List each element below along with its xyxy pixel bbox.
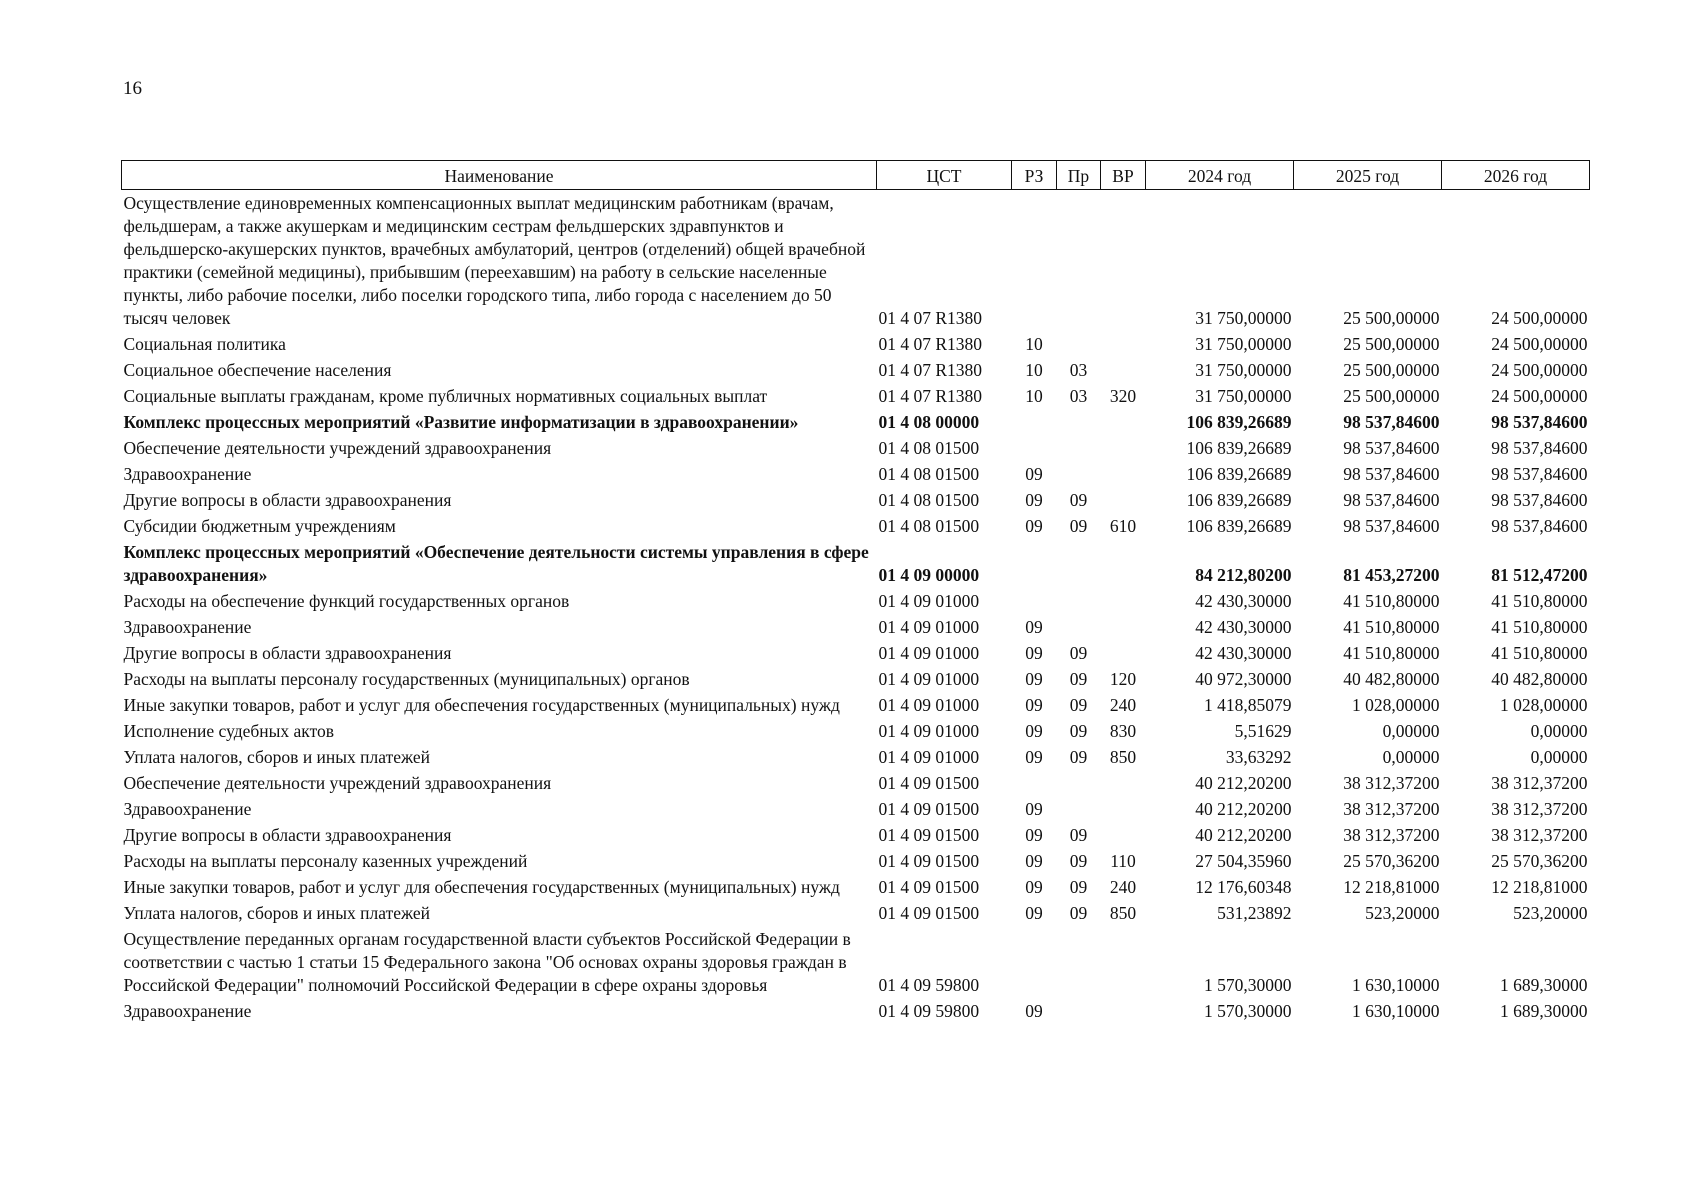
cell-vr bbox=[1101, 539, 1146, 588]
cell-pr bbox=[1057, 435, 1101, 461]
cell-vr bbox=[1101, 435, 1146, 461]
cell-pr: 09 bbox=[1069, 825, 1088, 845]
cell-2026: 1 689,30000 bbox=[1500, 1001, 1588, 1021]
cell-cst: 01 4 09 01500 bbox=[878, 851, 980, 871]
cell-2026: 41 510,80000 bbox=[1491, 643, 1588, 663]
cell-name: Другие вопросы в области здравоохранения bbox=[123, 490, 452, 510]
cell-vr: 110 bbox=[1110, 851, 1136, 871]
cell-cst: 01 4 09 01000 bbox=[878, 591, 980, 611]
cell-2024: 1 570,30000 bbox=[1204, 1001, 1292, 1021]
table-row bbox=[122, 190, 1590, 332]
cell-vr bbox=[1101, 190, 1146, 332]
cell-2024: 31 750,00000 bbox=[1195, 360, 1292, 380]
cell-rz: 09 bbox=[1025, 1001, 1043, 1021]
cell-cst: 01 4 08 00000 bbox=[878, 412, 980, 432]
table-row bbox=[122, 539, 1590, 588]
cell-2025: 1 630,10000 bbox=[1352, 1001, 1440, 1021]
cell-rz: 09 bbox=[1025, 695, 1043, 715]
cell-2024: 12 176,60348 bbox=[1195, 877, 1292, 897]
cell-2025: 25 500,00000 bbox=[1343, 334, 1440, 354]
cell-cst: 01 4 09 01000 bbox=[878, 669, 980, 689]
cell-vr bbox=[1101, 822, 1146, 848]
cell-pr: 09 bbox=[1069, 490, 1088, 510]
cell-pr: 09 bbox=[1069, 516, 1088, 536]
cell-vr bbox=[1101, 998, 1146, 1024]
cell-2025: 41 510,80000 bbox=[1343, 617, 1440, 637]
table-row bbox=[122, 822, 1590, 848]
table-row bbox=[122, 796, 1590, 822]
cell-name: Субсидии бюджетным учреждениям bbox=[123, 516, 396, 536]
cell-rz: 09 bbox=[1025, 643, 1043, 663]
cell-rz: 09 bbox=[1025, 464, 1043, 484]
cell-vr bbox=[1101, 796, 1146, 822]
cell-pr bbox=[1057, 409, 1101, 435]
cell-name: Обеспечение деятельности учреждений здравоохранения bbox=[123, 438, 552, 458]
cell-2024: 31 750,00000 bbox=[1195, 334, 1292, 354]
header-name: Наименование bbox=[122, 161, 877, 190]
cell-cst: 01 4 09 01500 bbox=[878, 825, 980, 845]
cell-rz: 09 bbox=[1025, 903, 1043, 923]
cell-pr bbox=[1057, 796, 1101, 822]
cell-pr: 09 bbox=[1069, 877, 1088, 897]
cell-pr bbox=[1057, 614, 1101, 640]
table-body bbox=[122, 190, 1590, 1025]
table-row bbox=[122, 848, 1590, 874]
cell-2025: 25 500,00000 bbox=[1343, 360, 1440, 380]
cell-cst: 01 4 09 59800 bbox=[878, 1001, 980, 1021]
cell-2025: 98 537,84600 bbox=[1343, 490, 1440, 510]
cell-2024: 40 212,20200 bbox=[1195, 799, 1292, 819]
cell-cst: 01 4 08 01500 bbox=[878, 516, 980, 536]
table-row bbox=[122, 331, 1590, 357]
cell-cst: 01 4 08 01500 bbox=[878, 438, 980, 458]
table-row bbox=[122, 874, 1590, 900]
header-rz: РЗ bbox=[1012, 161, 1057, 190]
header-2024: 2024 год bbox=[1146, 161, 1294, 190]
cell-rz: 09 bbox=[1025, 851, 1043, 871]
cell-name: Расходы на выплаты персоналу государственных (муниципальных) органов bbox=[123, 669, 690, 689]
cell-name: Комплекс процессных мероприятий «Развитие информатизации в здравоохранении» bbox=[123, 412, 799, 432]
table-row bbox=[122, 588, 1590, 614]
cell-2026: 41 510,80000 bbox=[1491, 591, 1588, 611]
cell-2025: 98 537,84600 bbox=[1343, 412, 1440, 432]
table-row bbox=[122, 614, 1590, 640]
cell-2025: 25 500,00000 bbox=[1343, 386, 1440, 406]
cell-vr: 240 bbox=[1109, 695, 1137, 715]
cell-vr bbox=[1101, 640, 1146, 666]
cell-cst: 01 4 09 01000 bbox=[878, 695, 980, 715]
cell-pr bbox=[1057, 998, 1101, 1024]
cell-cst: 01 4 09 59800 bbox=[878, 975, 980, 995]
table-row bbox=[122, 900, 1590, 926]
cell-rz: 09 bbox=[1025, 617, 1043, 637]
cell-pr bbox=[1057, 926, 1101, 998]
header-vr: ВР bbox=[1101, 161, 1146, 190]
cell-name: Уплата налогов, сборов и иных платежей bbox=[123, 747, 430, 767]
budget-table bbox=[121, 160, 1590, 1024]
cell-cst: 01 4 07 R1380 bbox=[878, 360, 983, 380]
cell-2026: 98 537,84600 bbox=[1491, 464, 1588, 484]
cell-cst: 01 4 09 01500 bbox=[878, 773, 980, 793]
table-row bbox=[122, 357, 1590, 383]
cell-vr bbox=[1101, 461, 1146, 487]
cell-cst: 01 4 07 R1380 bbox=[878, 334, 983, 354]
cell-2026: 38 312,37200 bbox=[1491, 773, 1588, 793]
cell-cst: 01 4 09 01000 bbox=[878, 721, 980, 741]
cell-2026: 1 689,30000 bbox=[1500, 975, 1588, 995]
cell-rz: 09 bbox=[1025, 516, 1043, 536]
cell-cst: 01 4 09 01500 bbox=[878, 877, 980, 897]
header-2025: 2025 год bbox=[1294, 161, 1442, 190]
cell-name: Уплата налогов, сборов и иных платежей bbox=[123, 903, 430, 923]
cell-rz bbox=[1012, 539, 1057, 588]
cell-name: Здравоохранение bbox=[123, 617, 252, 637]
cell-cst: 01 4 07 R1380 bbox=[878, 308, 983, 328]
cell-rz bbox=[1012, 435, 1057, 461]
cell-2026: 40 482,80000 bbox=[1491, 669, 1588, 689]
cell-2024: 42 430,30000 bbox=[1195, 617, 1292, 637]
cell-2024: 531,23892 bbox=[1217, 903, 1292, 923]
cell-2025: 98 537,84600 bbox=[1343, 438, 1440, 458]
cell-vr bbox=[1101, 409, 1146, 435]
cell-2026: 98 537,84600 bbox=[1491, 412, 1588, 432]
cell-2025: 98 537,84600 bbox=[1343, 464, 1440, 484]
cell-cst: 01 4 07 R1380 bbox=[878, 386, 983, 406]
cell-2024: 42 430,30000 bbox=[1195, 643, 1292, 663]
cell-cst: 01 4 09 01000 bbox=[878, 617, 980, 637]
cell-2024: 1 570,30000 bbox=[1204, 975, 1292, 995]
cell-name: Социальная политика bbox=[123, 334, 286, 354]
cell-rz: 09 bbox=[1025, 799, 1043, 819]
cell-rz: 09 bbox=[1025, 669, 1043, 689]
cell-2024: 106 839,26689 bbox=[1186, 516, 1292, 536]
table-row bbox=[122, 998, 1590, 1024]
cell-2026: 1 028,00000 bbox=[1500, 695, 1588, 715]
cell-pr bbox=[1057, 770, 1101, 796]
cell-name: Иные закупки товаров, работ и услуг для обеспечения государственных (муниципальных) нужд bbox=[123, 695, 840, 715]
cell-cst: 01 4 09 01500 bbox=[878, 903, 980, 923]
cell-2025: 25 500,00000 bbox=[1343, 308, 1440, 328]
cell-vr bbox=[1101, 487, 1146, 513]
cell-pr: 09 bbox=[1069, 903, 1088, 923]
table-row bbox=[122, 744, 1590, 770]
cell-2026: 38 312,37200 bbox=[1491, 799, 1588, 819]
cell-rz: 10 bbox=[1025, 334, 1043, 354]
cell-2025: 0,00000 bbox=[1382, 747, 1440, 767]
cell-vr bbox=[1101, 770, 1146, 796]
cell-pr: 09 bbox=[1069, 643, 1088, 663]
cell-2024: 27 504,35960 bbox=[1195, 851, 1292, 871]
cell-vr: 120 bbox=[1109, 669, 1137, 689]
cell-rz: 09 bbox=[1025, 825, 1043, 845]
cell-rz bbox=[1012, 926, 1057, 998]
cell-2024: 31 750,00000 bbox=[1195, 386, 1292, 406]
table-row bbox=[122, 666, 1590, 692]
cell-rz: 10 bbox=[1025, 386, 1043, 406]
cell-pr: 09 bbox=[1069, 695, 1088, 715]
cell-2026: 523,20000 bbox=[1513, 903, 1588, 923]
cell-cst: 01 4 08 01500 bbox=[878, 490, 980, 510]
cell-pr: 09 bbox=[1069, 851, 1088, 871]
cell-2026: 38 312,37200 bbox=[1491, 825, 1588, 845]
cell-rz: 09 bbox=[1025, 747, 1043, 767]
cell-name: Здравоохранение bbox=[123, 799, 252, 819]
cell-2026: 41 510,80000 bbox=[1491, 617, 1588, 637]
cell-pr: 09 bbox=[1069, 721, 1088, 741]
cell-2026: 98 537,84600 bbox=[1491, 516, 1588, 536]
table-row bbox=[122, 487, 1590, 513]
cell-2024: 1 418,85079 bbox=[1204, 695, 1292, 715]
cell-cst: 01 4 08 01500 bbox=[878, 464, 980, 484]
cell-rz bbox=[1012, 770, 1057, 796]
cell-2025: 523,20000 bbox=[1365, 903, 1440, 923]
cell-name: Другие вопросы в области здравоохранения bbox=[123, 643, 452, 663]
cell-2024: 31 750,00000 bbox=[1195, 308, 1292, 328]
table-row bbox=[122, 383, 1590, 409]
cell-2024: 42 430,30000 bbox=[1195, 591, 1292, 611]
cell-vr: 320 bbox=[1109, 386, 1137, 406]
cell-rz bbox=[1012, 409, 1057, 435]
cell-vr bbox=[1101, 588, 1146, 614]
cell-rz: 10 bbox=[1025, 360, 1043, 380]
cell-vr: 610 bbox=[1109, 516, 1137, 536]
cell-name: Расходы на выплаты персоналу казенных учреждений bbox=[123, 851, 528, 871]
header-pr: Пр bbox=[1057, 161, 1101, 190]
cell-name: Комплекс процессных мероприятий «Обеспечение деятельности системы управления в сфере здравоохранения» bbox=[123, 542, 869, 585]
cell-rz bbox=[1012, 190, 1057, 332]
cell-2025: 38 312,37200 bbox=[1343, 799, 1440, 819]
cell-cst: 01 4 09 01500 bbox=[878, 799, 980, 819]
cell-2024: 106 839,26689 bbox=[1186, 490, 1292, 510]
cell-2025: 12 218,81000 bbox=[1343, 877, 1440, 897]
cell-vr: 830 bbox=[1109, 721, 1137, 741]
cell-cst: 01 4 09 01000 bbox=[878, 747, 980, 767]
cell-2024: 33,63292 bbox=[1225, 747, 1292, 767]
cell-2024: 5,51629 bbox=[1234, 721, 1292, 741]
cell-2025: 98 537,84600 bbox=[1343, 516, 1440, 536]
cell-rz bbox=[1012, 588, 1057, 614]
cell-2024: 40 972,30000 bbox=[1195, 669, 1292, 689]
table-row bbox=[122, 926, 1590, 998]
cell-vr bbox=[1101, 357, 1146, 383]
cell-2026: 98 537,84600 bbox=[1491, 438, 1588, 458]
cell-vr bbox=[1101, 614, 1146, 640]
cell-name: Иные закупки товаров, работ и услуг для обеспечения государственных (муниципальных) нужд bbox=[123, 877, 840, 897]
cell-2025: 41 510,80000 bbox=[1343, 643, 1440, 663]
cell-rz: 09 bbox=[1025, 877, 1043, 897]
cell-vr: 850 bbox=[1109, 903, 1137, 923]
table-row bbox=[122, 770, 1590, 796]
cell-2026: 24 500,00000 bbox=[1491, 386, 1588, 406]
cell-2024: 106 839,26689 bbox=[1186, 464, 1292, 484]
cell-rz: 09 bbox=[1025, 490, 1043, 510]
cell-2024: 40 212,20200 bbox=[1195, 773, 1292, 793]
cell-2026: 25 570,36200 bbox=[1491, 851, 1588, 871]
cell-vr bbox=[1101, 926, 1146, 998]
header-cst: ЦСТ bbox=[877, 161, 1012, 190]
cell-pr: 09 bbox=[1069, 669, 1088, 689]
cell-2026: 24 500,00000 bbox=[1491, 308, 1588, 328]
cell-2025: 38 312,37200 bbox=[1343, 825, 1440, 845]
table-row bbox=[122, 461, 1590, 487]
table-row bbox=[122, 409, 1590, 435]
cell-pr: 09 bbox=[1069, 747, 1088, 767]
cell-pr: 03 bbox=[1069, 360, 1088, 380]
cell-2025: 38 312,37200 bbox=[1343, 773, 1440, 793]
table-row bbox=[122, 692, 1590, 718]
cell-name: Социальное обеспечение населения bbox=[123, 360, 392, 380]
cell-2024: 106 839,26689 bbox=[1186, 412, 1292, 432]
cell-name: Исполнение судебных актов bbox=[123, 721, 335, 741]
cell-pr bbox=[1057, 588, 1101, 614]
cell-2025: 41 510,80000 bbox=[1343, 591, 1440, 611]
cell-2024: 106 839,26689 bbox=[1186, 438, 1292, 458]
table-row bbox=[122, 513, 1590, 539]
cell-2024: 84 212,80200 bbox=[1195, 565, 1292, 585]
cell-2025: 81 453,27200 bbox=[1343, 565, 1440, 585]
cell-cst: 01 4 09 01000 bbox=[878, 643, 980, 663]
table-row bbox=[122, 718, 1590, 744]
table-row bbox=[122, 435, 1590, 461]
cell-pr bbox=[1057, 331, 1101, 357]
cell-2026: 98 537,84600 bbox=[1491, 490, 1588, 510]
cell-2026: 24 500,00000 bbox=[1491, 334, 1588, 354]
cell-name: Социальные выплаты гражданам, кроме публичных нормативных социальных выплат bbox=[123, 386, 768, 406]
cell-2025: 1 028,00000 bbox=[1352, 695, 1440, 715]
cell-2026: 81 512,47200 bbox=[1491, 565, 1588, 585]
cell-2025: 40 482,80000 bbox=[1343, 669, 1440, 689]
cell-pr bbox=[1057, 461, 1101, 487]
table-header-row bbox=[122, 161, 1590, 190]
cell-2024: 40 212,20200 bbox=[1195, 825, 1292, 845]
cell-rz: 09 bbox=[1025, 721, 1043, 741]
cell-2026: 12 218,81000 bbox=[1491, 877, 1588, 897]
cell-vr bbox=[1101, 331, 1146, 357]
cell-2025: 1 630,10000 bbox=[1352, 975, 1440, 995]
cell-name: Осуществление переданных органам государственной власти субъектов Российской Федерации в соответствии с частью 1 статьи 15 Федерального закона "Об основах охраны здоровья граждан в Российской Федерации" полномочий Российской Федерации в сфере охраны здоровья bbox=[123, 929, 851, 995]
page-number: 16 bbox=[123, 78, 142, 99]
cell-name: Обеспечение деятельности учреждений здравоохранения bbox=[123, 773, 552, 793]
cell-vr: 850 bbox=[1109, 747, 1137, 767]
cell-2026: 0,00000 bbox=[1530, 721, 1588, 741]
cell-pr: 03 bbox=[1069, 386, 1088, 406]
header-2026: 2026 год bbox=[1442, 161, 1590, 190]
cell-2025: 0,00000 bbox=[1382, 721, 1440, 741]
cell-cst: 01 4 09 00000 bbox=[878, 565, 980, 585]
cell-name: Осуществление единовременных компенсационных выплат медицинским работникам (врачам, фельдшерам, а также акушеркам и медицинским сестрам фельдшерских здравпунктов и фельдшерско-акушерских пунктов, врачебных амбулаторий, центров (отделений) общей врачебной практики (семейной медицины), прибывшим (переехавшим) на работу в сельские населенные пункты, либо рабочие поселки, либо поселки городского типа, либо города с населением до 50 тысяч человек bbox=[123, 193, 866, 328]
cell-2026: 0,00000 bbox=[1530, 747, 1588, 767]
cell-vr: 240 bbox=[1109, 877, 1137, 897]
cell-pr bbox=[1057, 190, 1101, 332]
cell-2026: 24 500,00000 bbox=[1491, 360, 1588, 380]
cell-pr bbox=[1057, 539, 1101, 588]
cell-name: Здравоохранение bbox=[123, 464, 252, 484]
cell-2025: 25 570,36200 bbox=[1343, 851, 1440, 871]
cell-name: Здравоохранение bbox=[123, 1001, 252, 1021]
cell-name: Расходы на обеспечение функций государственных органов bbox=[123, 591, 570, 611]
cell-name: Другие вопросы в области здравоохранения bbox=[123, 825, 452, 845]
table-row bbox=[122, 640, 1590, 666]
